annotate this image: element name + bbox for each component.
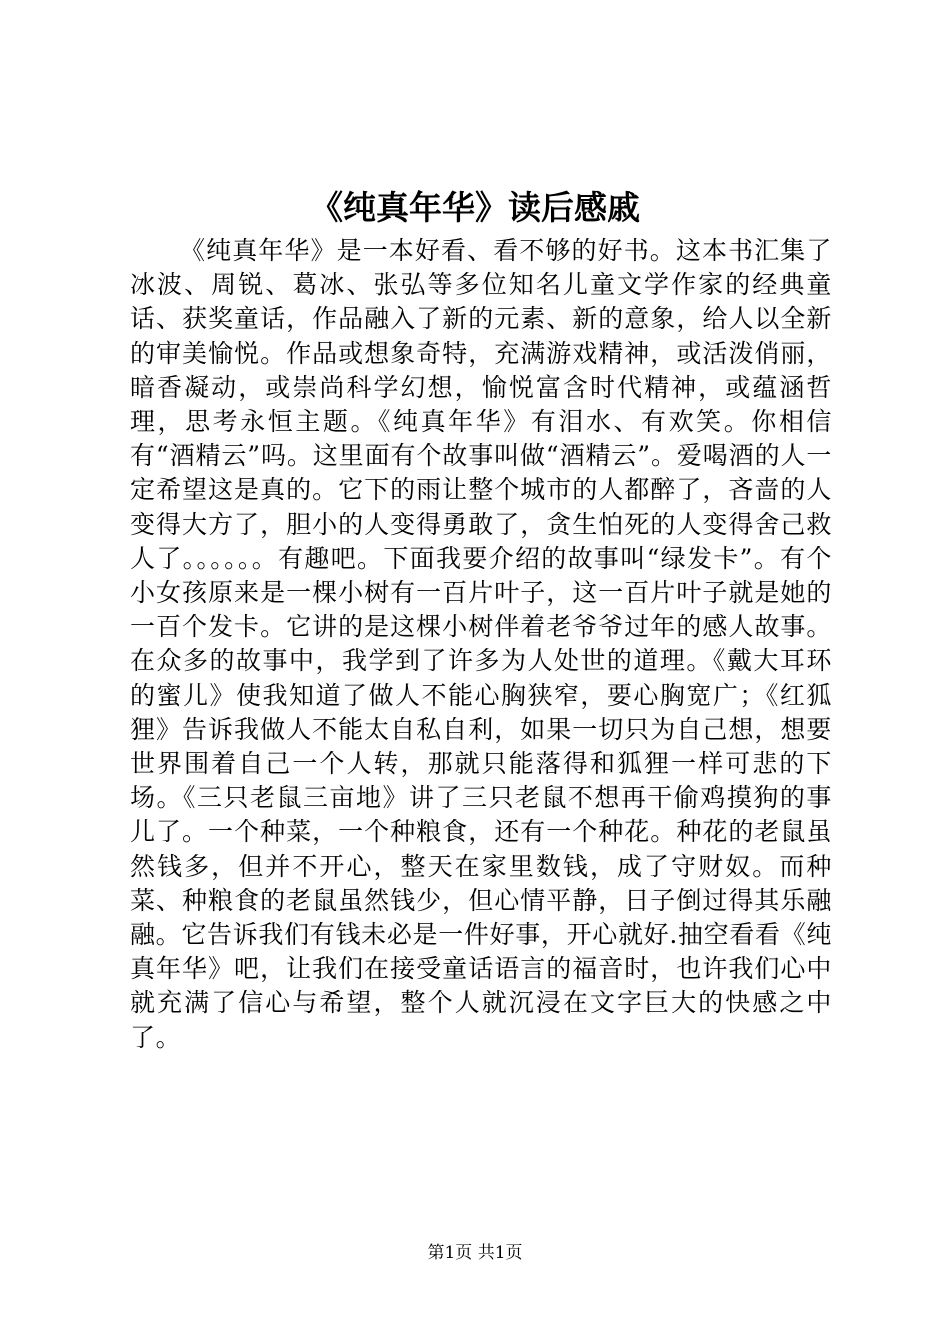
- document-body-paragraph: 《纯真年华》是一本好看、看不够的好书。这本书汇集了冰波、周锐、葛冰、张弘等多位知名儿童文学作家的经典童话、获奖童话，作品融入了新的元素、新的意象，给人以全新的审美愉悦。作品或想象奇特，充满游戏精神，或活泼俏丽，暗香凝动，或崇尚科学幻想，愉悦富含时代精神，或蕴涵哲理，思考永恒主题。《纯真年华》有泪水、有欢笑。你相信有“酒精云”吗。这里面有个故事叫做“酒精云”。爱喝酒的人一定希望这是真的。它下的雨让整个城市的人都醉了，吝啬的人变得大方了，胆小的人变得勇敢了，贪生怕死的人变得舍己救人了。。。。。。有趣吧。下面我要介绍的故事叫“绿发卡”。有个小女孩原来是一棵小树有一百片叶子，这一百片叶子就是她的一百个发卡。它讲的是这棵小树伴着老爷爷过年的感人故事。在众多的故事中，我学到了许多为人处世的道理。《戴大耳环的蜜儿》使我知道了做人不能心胸狭窄，要心胸宽广；《红狐狸》告诉我做人不能太自私自利，如果一切只为自己想，想要世界围着自己一个人转，那就只能落得和狐狸一样可悲的下场。《三只老鼠三亩地》讲了三只老鼠不想再干偷鸡摸狗的事儿了。一个种菜，一个种粮食，还有一个种花。种花的老鼠虽然钱多，但并不开心，整天在家里数钱，成了守财奴。而种菜、种粮食的老鼠虽然钱少，但心情平静，日子倒过得其乐融融。它告诉我们有钱未必是一件好事，开心就好.抽空看看《纯真年华》吧，让我们在接受童话语言的福音时，也许我们心中就充满了信心与希望，整个人就沉浸在文字巨大的快感之中了。: [130, 236, 832, 1052]
- page-number-footer: 第1页 共1页: [427, 1243, 523, 1263]
- document-title: 《纯真年华》读后感戚: [310, 188, 640, 227]
